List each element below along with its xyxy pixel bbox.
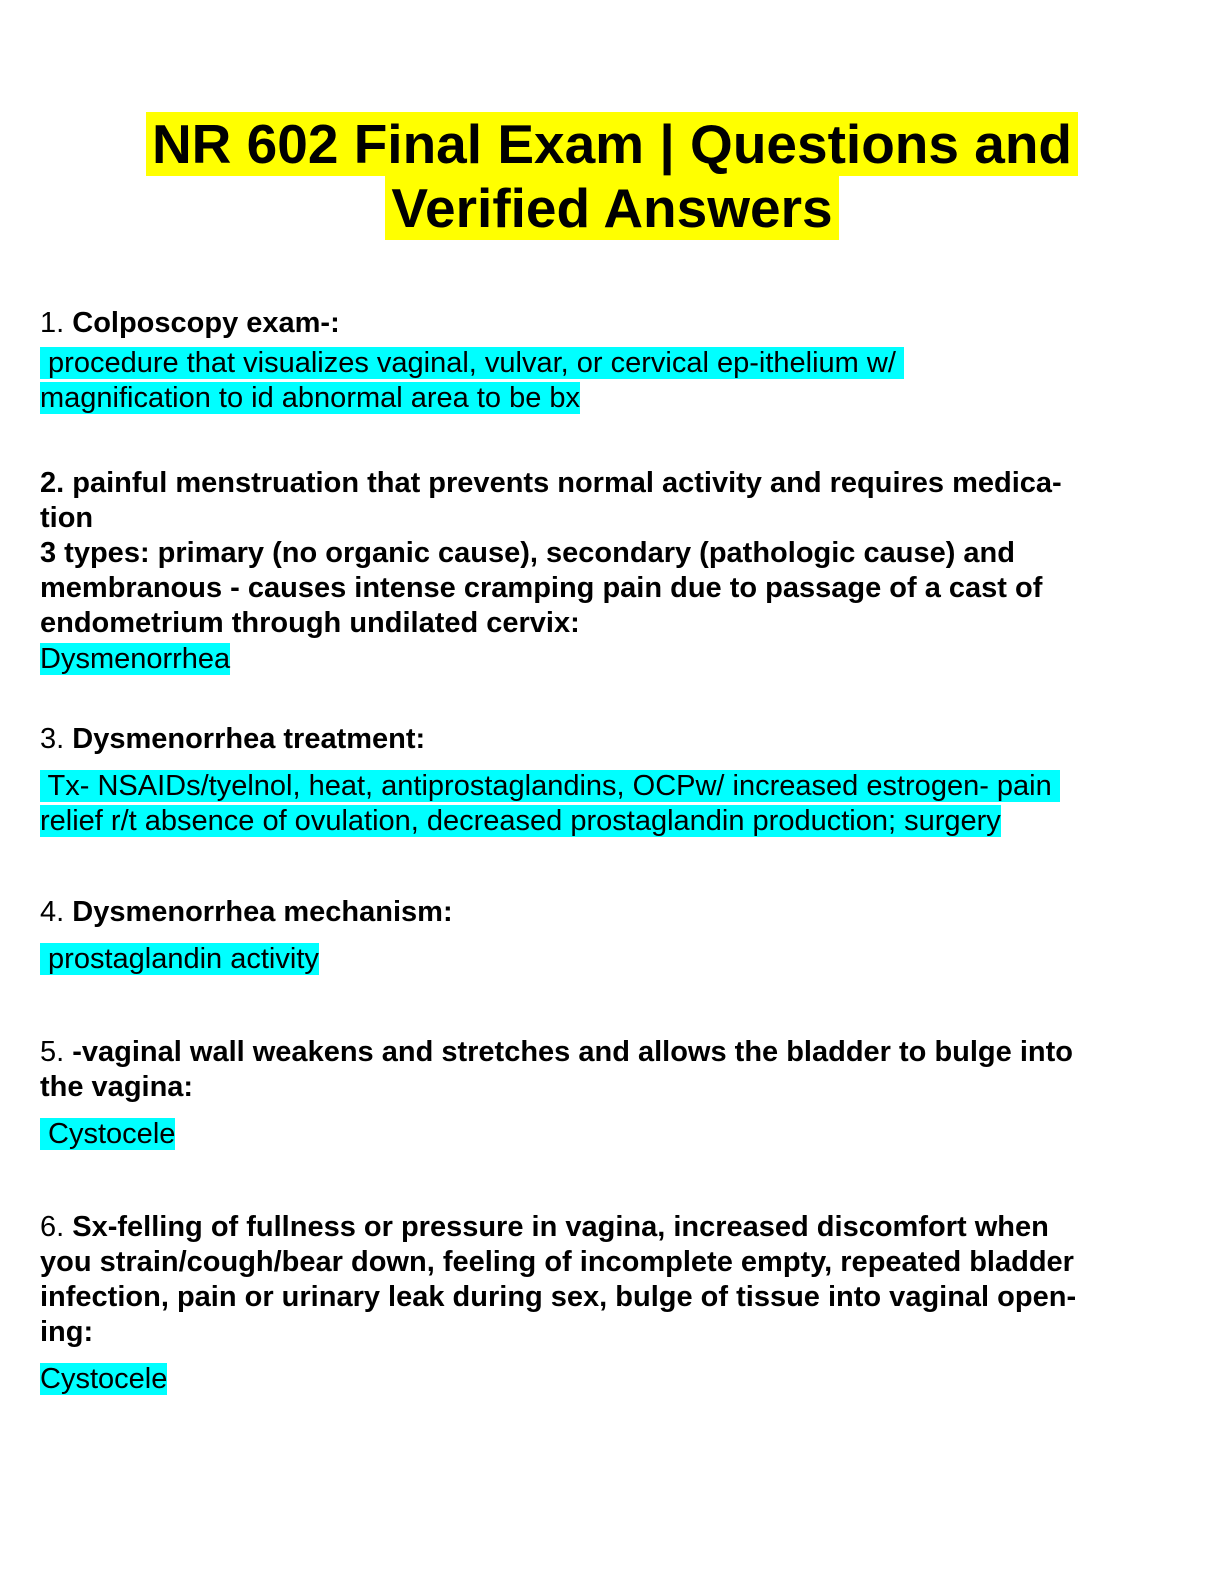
question-number: 4. xyxy=(40,896,65,928)
title-line-2: Verified Answers xyxy=(385,176,838,240)
question-number: 5. xyxy=(40,1036,65,1068)
question-text: painful menstruation that prevents normal activity and requires medica- xyxy=(72,467,1062,499)
title-line-1: NR 602 Final Exam | Questions and xyxy=(146,112,1078,176)
question-number: 2. xyxy=(40,467,65,499)
question-text: you strain/cough/bear down, feeling of incomplete empty, repeated bladder xyxy=(40,1246,1074,1278)
question-number: 1. xyxy=(40,307,65,339)
question-text: 3 types: primary (no organic cause), secondary (pathologic cause) and xyxy=(40,537,1015,569)
answer-4 xyxy=(40,942,1190,977)
question-number: 6. xyxy=(40,1211,65,1243)
question-text: tion xyxy=(40,502,94,534)
answer-line: Cystocele xyxy=(40,1363,168,1395)
answer-5 xyxy=(40,1117,1190,1152)
answer-line: prostaglandin activity xyxy=(40,943,319,975)
answer-6 xyxy=(40,1362,1190,1397)
question-text: -vaginal wall weakens and stretches and allows the bladder to bulge into xyxy=(72,1036,1073,1068)
question-text: infection, pain or urinary leak during sex, bulge of tissue into vaginal open- xyxy=(40,1281,1077,1313)
answer-line: procedure that visualizes vaginal, vulvar, or cervical ep-ithelium w/ xyxy=(40,347,904,379)
answer-2 xyxy=(40,642,1190,677)
answer-line: Cystocele xyxy=(40,1118,176,1150)
question-1 xyxy=(40,306,1180,341)
question-6 xyxy=(40,1210,1180,1350)
question-number: 3. xyxy=(40,723,65,755)
answer-line: Dysmenorrhea xyxy=(40,643,231,675)
question-3 xyxy=(40,722,1180,757)
question-4 xyxy=(40,895,1180,930)
question-text: Sx-felling of fullness or pressure in vagina, increased discomfort when xyxy=(72,1211,1049,1243)
question-text: Colposcopy exam-: xyxy=(72,307,340,339)
question-text: Dysmenorrhea treatment: xyxy=(72,723,426,755)
question-text: Dysmenorrhea mechanism: xyxy=(72,896,453,928)
answer-1 xyxy=(40,346,1190,416)
answer-line: relief r/t absence of ovulation, decreased prostaglandin production; surgery xyxy=(40,805,1001,837)
question-text: endometrium through undilated cervix: xyxy=(40,607,580,639)
document-title xyxy=(0,112,1224,240)
question-text: ing: xyxy=(40,1316,94,1348)
answer-line: magnification to id abnormal area to be bx xyxy=(40,382,581,414)
question-5 xyxy=(40,1035,1180,1105)
answer-3 xyxy=(40,769,1190,839)
question-2 xyxy=(40,466,1180,641)
question-text: membranous - causes intense cramping pain due to passage of a cast of xyxy=(40,572,1043,604)
answer-line: Tx- NSAIDs/tyelnol, heat, antiprostaglandins, OCPw/ increased estrogen- pain xyxy=(40,770,1060,802)
question-text: the vagina: xyxy=(40,1071,194,1103)
